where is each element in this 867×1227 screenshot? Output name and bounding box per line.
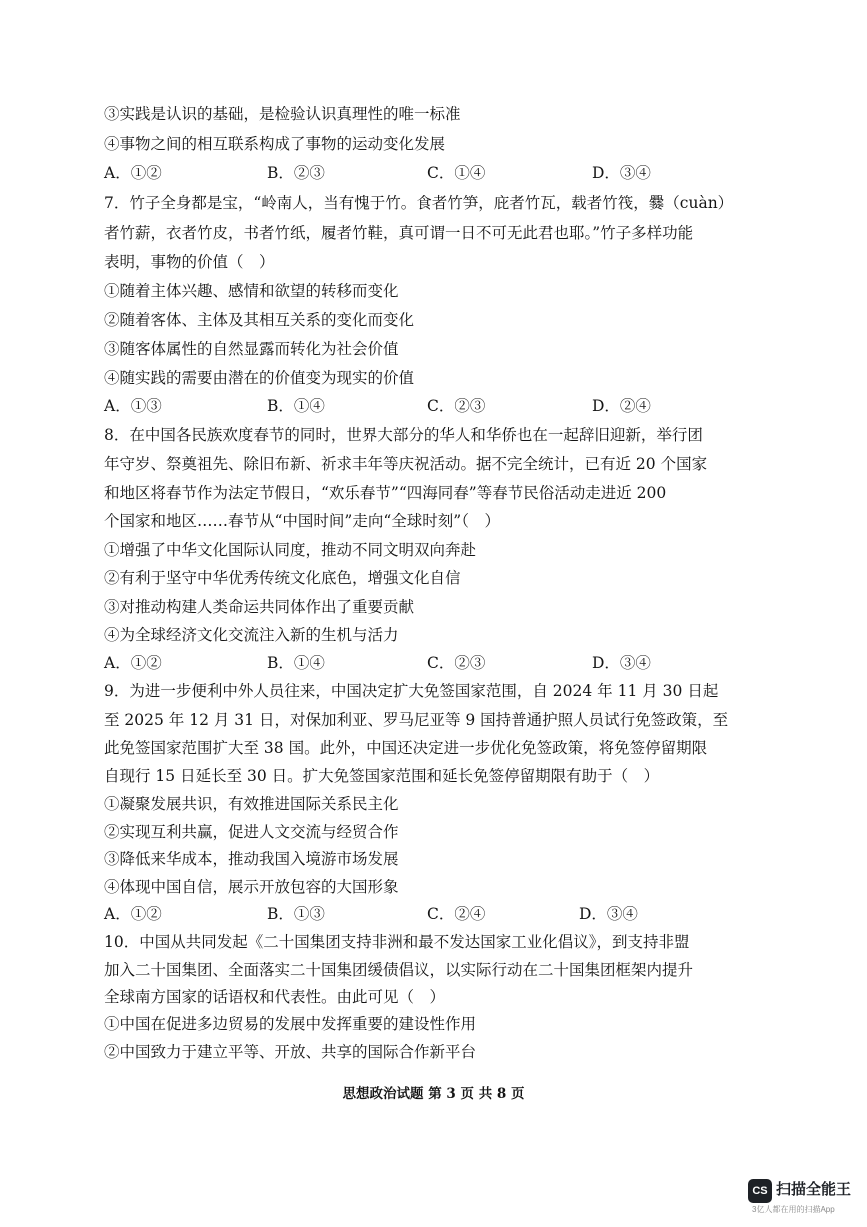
choice-c: C．②③ xyxy=(427,654,486,672)
answer-choices-q9 xyxy=(104,904,764,924)
page-footer: 思想政治试题 第 3 页 共 8 页 xyxy=(342,1086,525,1102)
option-text: ②有利于坚守中华优秀传统文化底色，增强文化自信 xyxy=(104,569,461,587)
option-text: ①凝聚发展共识，有效推进国际关系民主化 xyxy=(104,795,399,813)
watermark-tagline: 3亿人都在用的扫描App xyxy=(752,1205,835,1214)
choice-c: C．②③ xyxy=(427,397,486,415)
choice-c: C．②④ xyxy=(427,905,486,923)
choice-a: A．①② xyxy=(104,164,162,182)
option-text: ④事物之间的相互联系构成了事物的运动变化发展 xyxy=(104,135,446,153)
choice-d: D．③④ xyxy=(592,164,651,182)
option-text: ②中国致力于建立平等、开放、共享的国际合作新平台 xyxy=(104,1043,477,1061)
question-7-stem: 者竹薪，衣者竹皮，书者竹纸，履者竹鞋，真可谓一日不可无此君也耶。”竹子多样功能 xyxy=(104,224,694,242)
option-text: ③对推动构建人类命运共同体作出了重要贡献 xyxy=(104,598,415,616)
question-9-stem: 自现行 15 日延长至 30 日。扩大免签国家范围和延长免签停留期限有助于（ ） xyxy=(104,767,660,785)
question-9-stem: 9．为进一步便利中外人员往来，中国决定扩大免签国家范围，自 2024 年 11 月 30 日起 xyxy=(104,682,719,700)
camscanner-logo-icon: CS xyxy=(748,1179,772,1203)
choice-b: B．①④ xyxy=(267,654,325,672)
question-9-stem: 至 2025 年 12 月 31 日，对保加利亚、罗马尼亚等 9 国持普通护照人员试行免签政策，至 xyxy=(104,711,729,729)
question-9-stem: 此免签国家范围扩大至 38 国。此外，中国还决定进一步优化免签政策，将免签停留期限 xyxy=(104,739,708,757)
question-8-stem: 8．在中国各民族欢度春节的同时，世界大部分的华人和华侨也在一起辞旧迎新，举行团 xyxy=(104,426,703,444)
question-10-stem: 加入二十国集团、全面落实二十国集团缓债倡议，以实际行动在二十国集团框架内提升 xyxy=(104,961,694,979)
option-text: ②随着客体、主体及其相互关系的变化而变化 xyxy=(104,311,415,329)
choice-c: C．①④ xyxy=(427,164,486,182)
option-text: ③随客体属性的自然显露而转化为社会价值 xyxy=(104,340,399,358)
option-text: ④为全球经济文化交流注入新的生机与活力 xyxy=(104,626,399,644)
choice-b: B．①④ xyxy=(267,397,325,415)
question-7-stem: 表明，事物的价值（ ） xyxy=(104,253,275,271)
choice-d: D．③④ xyxy=(592,654,651,672)
option-text: ③实践是认识的基础，是检验认识真理性的唯一标准 xyxy=(104,105,461,123)
answer-choices-q6 xyxy=(104,163,764,183)
question-10-stem: 10．中国从共同发起《二十国集团支持非洲和最不发达国家工业化倡议》，到支持非盟 xyxy=(104,933,690,951)
choice-b: B．②③ xyxy=(267,164,325,182)
choice-a: A．①③ xyxy=(104,397,162,415)
question-8-stem: 年守岁、祭奠祖先、除旧布新、祈求丰年等庆祝活动。据不完全统计，已有近 20 个国家 xyxy=(104,455,708,473)
option-text: ④随实践的需要由潜在的价值变为现实的价值 xyxy=(104,369,415,387)
choice-a: A．①② xyxy=(104,654,162,672)
watermark-name: 扫描全能王 xyxy=(776,1181,852,1198)
option-text: ③降低来华成本，推动我国入境游市场发展 xyxy=(104,850,399,868)
question-10-stem: 全球南方国家的话语权和代表性。由此可见（ ） xyxy=(104,988,446,1006)
question-7-stem: 7．竹子全身都是宝，“岭南人，当有愧于竹。食者竹笋，庇者竹瓦，载者竹筏，爨（cuàn） xyxy=(104,194,734,212)
question-8-stem: 个国家和地区……春节从“中国时间”走向“全球时刻”（ ） xyxy=(104,512,500,530)
option-text: ①随着主体兴趣、感情和欲望的转移而变化 xyxy=(104,282,399,300)
choice-d: D．③④ xyxy=(579,905,638,923)
answer-choices-q7 xyxy=(104,396,764,416)
choice-b: B．①③ xyxy=(267,905,325,923)
option-text: ②实现互利共赢，促进人文交流与经贸合作 xyxy=(104,823,399,841)
answer-choices-q8 xyxy=(104,653,764,673)
option-text: ④体现中国自信，展示开放包容的大国形象 xyxy=(104,878,399,896)
question-8-stem: 和地区将春节作为法定节假日，“欢乐春节”“四海同春”等春节民俗活动走进近 200 xyxy=(104,484,667,502)
option-text: ①中国在促进多边贸易的发展中发挥重要的建设性作用 xyxy=(104,1015,477,1033)
choice-a: A．①② xyxy=(104,905,162,923)
scanner-watermark xyxy=(748,1177,860,1217)
choice-d: D．②④ xyxy=(592,397,651,415)
option-text: ①增强了中华文化国际认同度，推动不同文明双向奔赴 xyxy=(104,541,477,559)
